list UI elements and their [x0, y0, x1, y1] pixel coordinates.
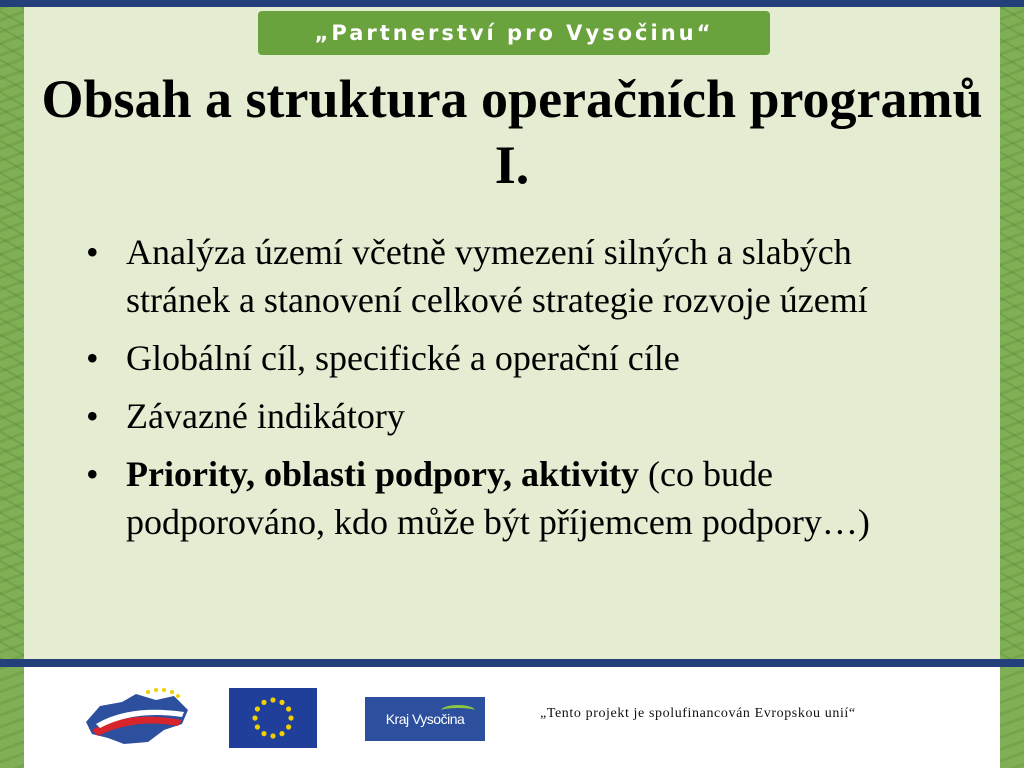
- bullet-item: [86, 334, 916, 382]
- slide-title: Obsah a struktura operačních programů I.: [41, 69, 983, 195]
- cofinancing-note: „Tento projekt je spolufinancován Evropskou unií“: [540, 706, 856, 721]
- bullet-marker: •: [86, 338, 99, 378]
- bullet-text: Závazné indikátory: [126, 396, 405, 436]
- bullet-marker: •: [86, 232, 99, 272]
- bottom-border: [0, 659, 1024, 667]
- bullet-list: [86, 228, 916, 556]
- eu-flag-icon: [229, 688, 317, 748]
- bullet-marker: •: [86, 454, 99, 494]
- bullet-text: Analýza území včetně vymezení silných a slabých stránek a stanovení celkové strategie rozvoje území: [126, 232, 868, 320]
- bullet-marker: •: [86, 396, 99, 436]
- top-border: [0, 0, 1024, 7]
- kraj-logo-swoosh: [441, 705, 475, 716]
- bullet-text: Globální cíl, specifické a operační cíle: [126, 338, 680, 378]
- bullet-bold-text: Priority, oblasti podpory, aktivity: [126, 454, 640, 494]
- czech-map-logo-icon: [78, 684, 196, 754]
- kraj-logo-text: Kraj Vysočina: [385, 711, 465, 727]
- bullet-item: [86, 392, 916, 440]
- kraj-vysocina-logo-icon: [365, 697, 485, 741]
- bullet-text: (co bude podporováno, kdo může být příjemcem podpory…): [126, 454, 870, 542]
- project-name: „Partnerství pro Vysočinu“: [314, 21, 714, 45]
- header-banner: [258, 11, 770, 55]
- bullet-item: [86, 450, 916, 546]
- bullet-item: [86, 228, 916, 324]
